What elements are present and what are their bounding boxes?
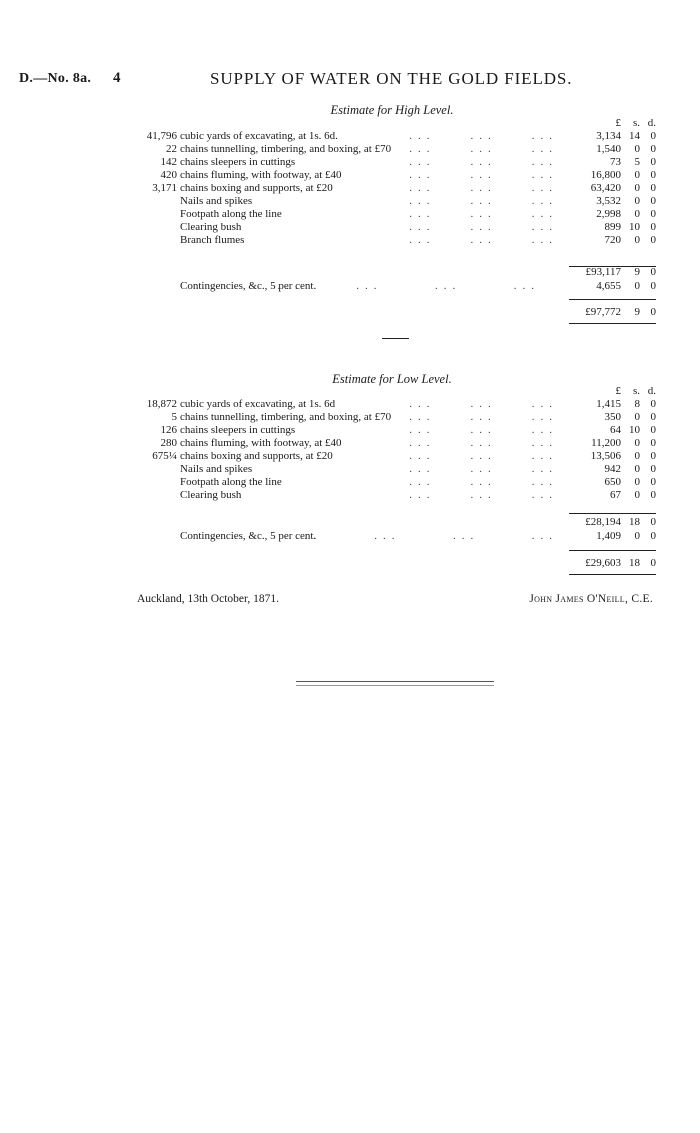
item-description: chains tunnelling, timbering, and boxing, at £70 bbox=[180, 143, 392, 155]
contingencies-shillings: 0 bbox=[634, 280, 640, 292]
subtotal-pence: 0 bbox=[650, 266, 656, 278]
contingencies-pence: 0 bbox=[650, 280, 656, 292]
total-pence: 0 bbox=[650, 306, 656, 318]
amount-shillings: 0 bbox=[634, 450, 640, 462]
contingencies-shillings: 0 bbox=[634, 530, 640, 542]
estimate-row bbox=[0, 437, 700, 450]
amount-shillings: 0 bbox=[634, 476, 640, 488]
low-level-total-rule bbox=[569, 550, 656, 551]
amount-pounds: 899 bbox=[604, 221, 621, 233]
high-level-title: Estimate for High Level. bbox=[330, 103, 454, 117]
item-description: Nails and spikes bbox=[180, 195, 253, 207]
amount-pence: 0 bbox=[650, 169, 656, 181]
leader-dots: ... ... ... bbox=[409, 208, 558, 220]
low-level-total-row bbox=[0, 557, 700, 570]
end-rule-double bbox=[296, 685, 494, 686]
amount-pounds: 63,420 bbox=[590, 182, 621, 194]
estimate-row bbox=[0, 208, 700, 221]
estimate-row bbox=[0, 221, 700, 234]
signature: John James O'Neill, C.E. bbox=[529, 593, 653, 605]
low-level-subtotal-row bbox=[0, 516, 700, 530]
low-level-summary bbox=[0, 516, 700, 543]
amount-pence: 0 bbox=[650, 450, 656, 462]
item-description: Footpath along the line bbox=[180, 476, 282, 488]
estimate-row bbox=[0, 195, 700, 208]
amount-shillings: 14 bbox=[629, 130, 640, 142]
estimate-row bbox=[0, 398, 700, 411]
amount-shillings: 10 bbox=[629, 221, 640, 233]
leader-dots: ... ... ... bbox=[409, 169, 558, 181]
low-level-table bbox=[0, 385, 700, 502]
quantity: 280 bbox=[160, 437, 177, 449]
amount-pounds: 64 bbox=[610, 424, 621, 436]
item-description: Branch flumes bbox=[180, 234, 245, 246]
quantity: 142 bbox=[160, 156, 177, 168]
item-description: cubic yards of excavating, at 1s. 6d bbox=[180, 398, 336, 410]
leader-dots: ... ... ... bbox=[409, 398, 558, 410]
total-pounds: £29,603 bbox=[585, 557, 621, 569]
item-description: chains fluming, with footway, at £40 bbox=[180, 437, 342, 449]
amount-pounds: 13,506 bbox=[590, 450, 621, 462]
subtotal-pounds: £93,117 bbox=[585, 266, 621, 278]
end-rule bbox=[296, 681, 494, 682]
amount-pounds: 350 bbox=[604, 411, 621, 423]
item-description: chains boxing and supports, at £20 bbox=[180, 450, 333, 462]
estimate-row bbox=[0, 476, 700, 489]
estimate-row bbox=[0, 424, 700, 437]
quantity: 18,872 bbox=[146, 398, 177, 410]
total-pounds: £97,772 bbox=[585, 306, 621, 318]
amount-pence: 0 bbox=[650, 208, 656, 220]
low-level-total-underline bbox=[569, 574, 656, 575]
amount-shillings: 5 bbox=[634, 156, 640, 168]
quantity: 675¼ bbox=[152, 450, 177, 462]
subtotal-shillings: 9 bbox=[634, 266, 640, 278]
amount-pence: 0 bbox=[650, 398, 656, 410]
high-level-subtotal-row bbox=[0, 266, 700, 280]
total-pence: 0 bbox=[650, 557, 656, 569]
amount-pence: 0 bbox=[650, 182, 656, 194]
low-level-rows bbox=[0, 398, 700, 502]
amount-shillings: 0 bbox=[634, 234, 640, 246]
contingencies-pence: 0 bbox=[650, 530, 656, 542]
amount-shillings: 0 bbox=[634, 411, 640, 423]
low-level-subtotal-rule bbox=[569, 513, 656, 514]
leader-dots: ... ... ... bbox=[409, 463, 558, 475]
shillings-header: s. bbox=[632, 385, 640, 397]
place-and-date: Auckland, 13th October, 1871. bbox=[137, 593, 279, 605]
high-level-total-row bbox=[0, 306, 700, 319]
item-description: chains fluming, with footway, at £40 bbox=[180, 169, 342, 181]
quantity: 126 bbox=[160, 424, 177, 436]
currency-header-row bbox=[0, 117, 700, 130]
estimate-row bbox=[0, 169, 700, 182]
item-description: cubic yards of excavating, at 1s. 6d. bbox=[180, 130, 338, 142]
amount-shillings: 10 bbox=[629, 424, 640, 436]
shillings-header: s. bbox=[632, 117, 640, 129]
low-level-contingencies-row bbox=[0, 530, 700, 543]
leader-dots: ... ... ... bbox=[409, 182, 558, 194]
quantity: 420 bbox=[160, 169, 177, 181]
leader-dots: ... ... ... bbox=[409, 411, 558, 423]
amount-pounds: 11,200 bbox=[591, 437, 621, 449]
pounds-header: £ bbox=[615, 117, 621, 129]
item-description: Clearing bush bbox=[180, 489, 242, 501]
amount-shillings: 0 bbox=[634, 143, 640, 155]
quantity: 3,171 bbox=[152, 182, 177, 194]
item-description: chains tunnelling, timbering, and boxing, at £70 bbox=[180, 411, 392, 423]
amount-shillings: 0 bbox=[634, 182, 640, 194]
subtotal-pence: 0 bbox=[650, 516, 656, 528]
amount-shillings: 0 bbox=[634, 463, 640, 475]
amount-pence: 0 bbox=[650, 130, 656, 142]
item-description: Nails and spikes bbox=[180, 463, 253, 475]
leader-dots: ... ... ... bbox=[409, 450, 558, 462]
high-level-rows bbox=[0, 130, 700, 247]
amount-pence: 0 bbox=[650, 437, 656, 449]
quantity: 22 bbox=[166, 143, 177, 155]
subtotal-pounds: £28,194 bbox=[585, 516, 621, 528]
leader-dots: ... ... ... bbox=[409, 221, 558, 233]
estimate-row bbox=[0, 489, 700, 502]
amount-pounds: 67 bbox=[610, 489, 621, 501]
amount-pence: 0 bbox=[650, 195, 656, 207]
page-number: 4 bbox=[113, 70, 121, 86]
quantity: 5 bbox=[171, 411, 177, 423]
leader-dots: ... ... ... bbox=[409, 195, 558, 207]
leader-dots: ... ... ... bbox=[409, 130, 558, 142]
total-shillings: 9 bbox=[634, 306, 640, 318]
pence-header: d. bbox=[647, 385, 656, 397]
amount-pence: 0 bbox=[650, 221, 656, 233]
leader-dots: ... ... ... bbox=[409, 476, 558, 488]
amount-shillings: 0 bbox=[634, 489, 640, 501]
contingencies-pounds: 1,409 bbox=[596, 530, 621, 542]
amount-pounds: 942 bbox=[604, 463, 621, 475]
amount-pence: 0 bbox=[650, 463, 656, 475]
page-title: SUPPLY OF WATER ON THE GOLD FIELDS. bbox=[210, 69, 573, 88]
leader-dots: ... ... ... bbox=[409, 234, 558, 246]
section-separator bbox=[382, 338, 409, 339]
amount-pounds: 1,540 bbox=[596, 143, 621, 155]
item-description: chains sleepers in cuttings bbox=[180, 424, 296, 436]
contingencies-pounds: 4,655 bbox=[596, 280, 621, 292]
leader-dots: ... ... ... bbox=[409, 489, 558, 501]
amount-pounds: 3,134 bbox=[596, 130, 621, 142]
high-level-table bbox=[0, 117, 700, 247]
item-description: chains boxing and supports, at £20 bbox=[180, 182, 333, 194]
pounds-header: £ bbox=[615, 385, 621, 397]
amount-pence: 0 bbox=[650, 476, 656, 488]
high-level-total-rule bbox=[569, 299, 656, 300]
document-number: D.—No. 8a. bbox=[19, 71, 92, 86]
quantity: 41,796 bbox=[146, 130, 177, 142]
high-level-total-underline bbox=[569, 323, 656, 324]
amount-shillings: 0 bbox=[634, 208, 640, 220]
amount-pence: 0 bbox=[650, 143, 656, 155]
low-level-title: Estimate for Low Level. bbox=[332, 372, 452, 386]
pence-header: d. bbox=[647, 117, 656, 129]
leader-dots: ... ... ... bbox=[409, 143, 558, 155]
estimate-row bbox=[0, 463, 700, 476]
item-description: Clearing bush bbox=[180, 221, 242, 233]
amount-pence: 0 bbox=[650, 411, 656, 423]
amount-pence: 0 bbox=[650, 489, 656, 501]
estimate-row bbox=[0, 411, 700, 424]
amount-pence: 0 bbox=[650, 424, 656, 436]
amount-pounds: 1,415 bbox=[596, 398, 621, 410]
estimate-row bbox=[0, 234, 700, 247]
amount-pounds: 3,532 bbox=[596, 195, 621, 207]
item-description: Footpath along the line bbox=[180, 208, 282, 220]
amount-pounds: 650 bbox=[604, 476, 621, 488]
estimate-row bbox=[0, 156, 700, 169]
high-level-contingencies-row bbox=[0, 280, 700, 293]
estimate-row bbox=[0, 182, 700, 195]
amount-pounds: 73 bbox=[610, 156, 621, 168]
leader-dots: ... ... ... bbox=[409, 156, 558, 168]
amount-pence: 0 bbox=[650, 234, 656, 246]
estimate-row bbox=[0, 130, 700, 143]
estimate-row bbox=[0, 450, 700, 463]
amount-shillings: 0 bbox=[634, 437, 640, 449]
leader-dots: ... ... ... bbox=[409, 424, 558, 436]
amount-pounds: 720 bbox=[604, 234, 621, 246]
subtotal-shillings: 18 bbox=[629, 516, 640, 528]
amount-pounds: 16,800 bbox=[590, 169, 621, 181]
contingencies-label: Contingencies, &c., 5 per cent. bbox=[180, 530, 317, 542]
item-description: chains sleepers in cuttings bbox=[180, 156, 296, 168]
total-shillings: 18 bbox=[629, 557, 640, 569]
amount-pence: 0 bbox=[650, 156, 656, 168]
high-level-summary bbox=[0, 266, 700, 293]
leader-dots: ... ... ... ... bbox=[277, 280, 540, 292]
high-level-total bbox=[0, 306, 700, 319]
low-level-total bbox=[0, 557, 700, 570]
estimate-row bbox=[0, 143, 700, 156]
currency-header-row bbox=[0, 385, 700, 398]
contingencies-label: Contingencies, &c., 5 per cent. bbox=[180, 280, 317, 292]
leader-dots: ... ... ... bbox=[409, 437, 558, 449]
amount-shillings: 0 bbox=[634, 169, 640, 181]
leader-dots: ... ... ... ... bbox=[295, 530, 558, 542]
amount-pounds: 2,998 bbox=[596, 208, 621, 220]
amount-shillings: 8 bbox=[634, 398, 640, 410]
amount-shillings: 0 bbox=[634, 195, 640, 207]
